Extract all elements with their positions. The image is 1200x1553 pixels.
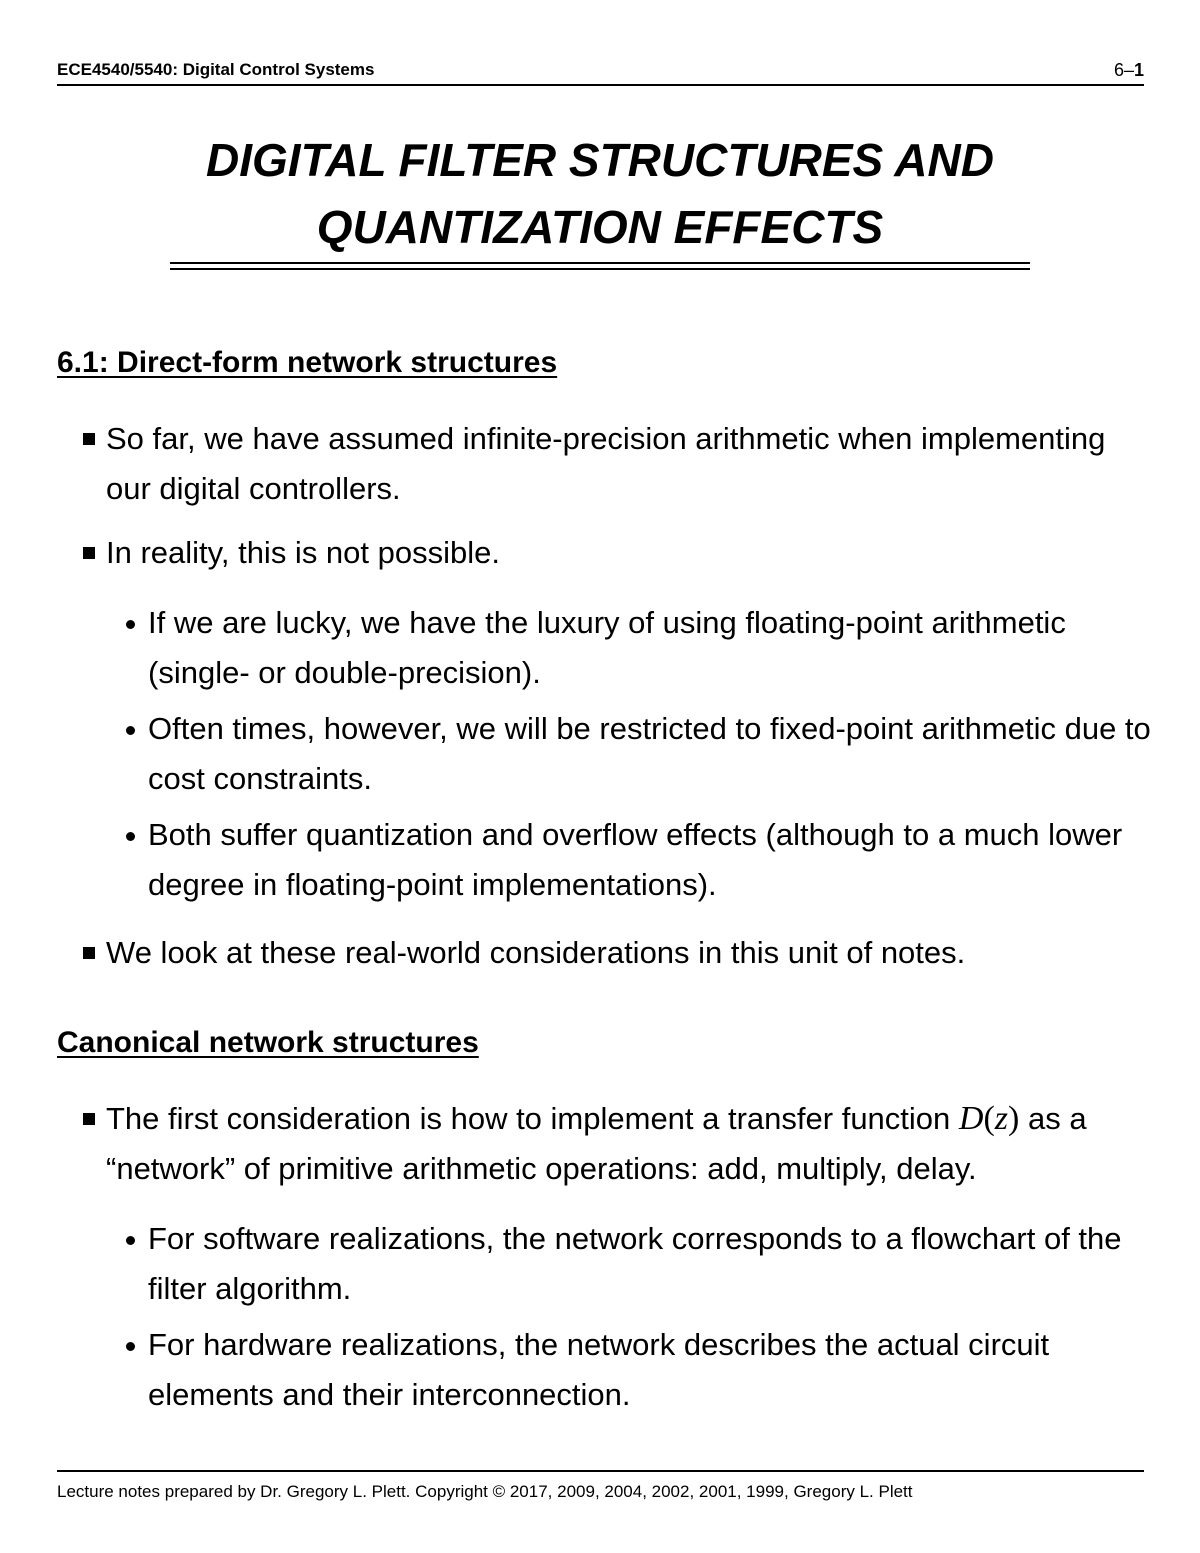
bullet-text-part: as a “network” of primitive arithmetic operations: add, multiply, delay. bbox=[106, 1101, 1087, 1186]
bullet-text-part: The first consideration is how to implement a transfer function bbox=[106, 1101, 959, 1136]
page-index: 1 bbox=[1133, 60, 1144, 80]
square-bullet-icon bbox=[83, 433, 95, 445]
math-paren-close: ) bbox=[1008, 1100, 1020, 1137]
sub-bullet-item bbox=[120, 1214, 1160, 1314]
square-bullet-icon bbox=[83, 947, 95, 959]
round-bullet-icon bbox=[126, 832, 135, 841]
section-heading-canonical: Canonical network structures bbox=[57, 1026, 479, 1059]
bullet-item bbox=[78, 928, 1158, 978]
sub-bullet-item bbox=[120, 810, 1160, 910]
sub-bullet-item bbox=[120, 1320, 1160, 1420]
round-bullet-icon bbox=[126, 1342, 135, 1351]
section-heading-direct-form: 6.1: Direct-form network structures bbox=[57, 346, 558, 379]
sub-bullet-item bbox=[120, 598, 1160, 698]
math-symbol-z: z bbox=[994, 1100, 1009, 1137]
bullet-item bbox=[78, 414, 1158, 514]
round-bullet-icon bbox=[126, 726, 135, 735]
bullet-text: In reality, this is not possible. bbox=[106, 535, 500, 570]
sub-bullet-text: If we are lucky, we have the luxury of using floating-point arithmetic (single- or double-precision). bbox=[148, 605, 1066, 690]
page-header bbox=[57, 58, 1144, 86]
sub-bullet-text: For software realizations, the network corresponds to a flowchart of the filter algorithm. bbox=[148, 1221, 1122, 1306]
course-title: ECE4540/5540: Digital Control Systems bbox=[57, 60, 375, 79]
math-symbol-D: D bbox=[958, 1100, 984, 1137]
sub-bullet-text: Often times, however, we will be restricted to fixed-point arithmetic due to cost constraints. bbox=[148, 711, 1151, 796]
bullet-text bbox=[78, 1094, 1158, 1194]
sub-bullet-text: For hardware realizations, the network describes the actual circuit elements and their interconnection. bbox=[148, 1327, 1050, 1412]
page-footer bbox=[57, 1470, 1144, 1501]
bullet-item bbox=[78, 1094, 1158, 1194]
transfer-function-math bbox=[959, 1100, 1019, 1137]
title-line-1: DIGITAL FILTER STRUCTURES AND bbox=[206, 134, 994, 186]
math-paren-open: ( bbox=[983, 1100, 995, 1137]
page-number bbox=[1114, 60, 1144, 81]
copyright-note: Lecture notes prepared by Dr. Gregory L. Plett. Copyright © 2017, 2009, 2004, 2002, 2001, 1999, Gregory L. Plett bbox=[57, 1482, 913, 1501]
square-bullet-icon bbox=[83, 547, 95, 559]
title-double-rule bbox=[170, 262, 1030, 270]
sub-bullet-text: Both suffer quantization and overflow effects (although to a much lower degree in floating-point implementations). bbox=[148, 817, 1123, 902]
sub-bullet-item bbox=[120, 704, 1160, 804]
square-bullet-icon bbox=[83, 1113, 95, 1125]
page-chapter: 6 bbox=[1113, 60, 1124, 80]
round-bullet-icon bbox=[126, 620, 135, 629]
bullet-text: We look at these real-world considerations in this unit of notes. bbox=[106, 935, 966, 970]
title-line-2: QUANTIZATION EFFECTS bbox=[316, 201, 884, 253]
round-bullet-icon bbox=[126, 1236, 135, 1245]
bullet-item bbox=[78, 528, 1158, 578]
page-separator: – bbox=[1123, 60, 1134, 80]
bullet-text: So far, we have assumed infinite-precision arithmetic when implementing our digital controllers. bbox=[106, 421, 1106, 506]
